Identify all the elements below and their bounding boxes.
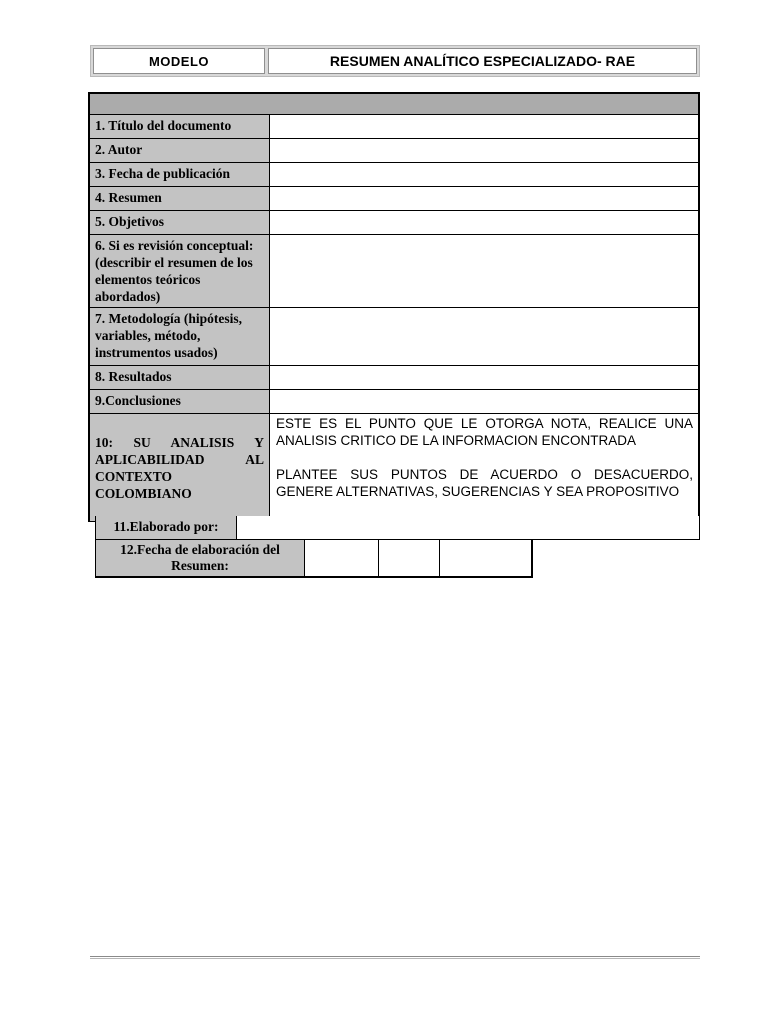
row8-label: 8. Resultados [90,366,270,389]
row4-value [270,187,698,210]
table-row [90,211,698,235]
row5-label: 5. Objetivos [90,211,270,234]
modelo-cell [93,48,265,74]
row1-label: 1. Título del documento [90,115,270,138]
footer-rows [95,516,700,578]
footer-divider [90,956,700,959]
table-row [90,163,698,187]
row3-label: 3. Fecha de publicación [90,163,270,186]
row10-value [270,414,698,521]
table-row [90,139,698,163]
table-row [95,516,700,540]
row2-label: 2. Autor [90,139,270,162]
row10-paragraph-1: ESTE ES EL PUNTO QUE LE OTORGA NOTA, REALICE UNA ANALISIS CRITICO DE LA INFORMACION ENCONTRADA [276,416,693,448]
document-header [90,45,700,77]
row10-paragraph-2: PLANTEE SUS PUNTOS DE ACUERDO O DESACUERDO, GENERE ALTERNATIVAS, SUGERENCIAS Y SEA PROPOSITIVO [276,467,693,499]
table-row [90,115,698,139]
table-row [90,390,698,414]
modelo-label: MODELO [148,53,210,69]
row6-label: 6. Si es revisión conceptual: (describir el resumen de los elementos teóricos abordados) [90,235,270,307]
row3-value [270,163,698,186]
table-header-bar [90,94,698,115]
row4-label: 4. Resumen [90,187,270,210]
table-row [90,187,698,211]
document-title: RESUMEN ANALÍTICO ESPECIALIZADO- RAE [329,53,636,69]
row2-value [270,139,698,162]
row12-label: 12.Fecha de elaboración del Resumen: [95,540,305,578]
row7-value [270,308,698,365]
row10-label-cell [90,414,270,521]
row9-value [270,390,698,413]
row10-label: 10: SU ANALISIS Y APLICABILIDAD AL CONTEXTO COLOMBIANO [95,434,264,501]
row5-value [270,211,698,234]
row11-label: 11.Elaborado por: [95,516,237,540]
row6-value [270,235,698,307]
row1-value [270,115,698,138]
table-row [90,366,698,390]
rae-form-table [88,92,700,522]
row11-value [237,516,700,540]
table-row [95,540,533,578]
table-row [90,414,698,522]
row7-label: 7. Metodología (hipótesis, variables, método, instrumentos usados) [90,308,270,365]
row8-value [270,366,698,389]
table-row [90,308,698,366]
row9-label: 9.Conclusiones [90,390,270,413]
rae-title-cell [268,48,697,74]
row12-date-cell-3 [440,540,533,578]
table-row [90,235,698,308]
row12-date-cell-1 [305,540,379,578]
row12-date-cell-2 [379,540,440,578]
